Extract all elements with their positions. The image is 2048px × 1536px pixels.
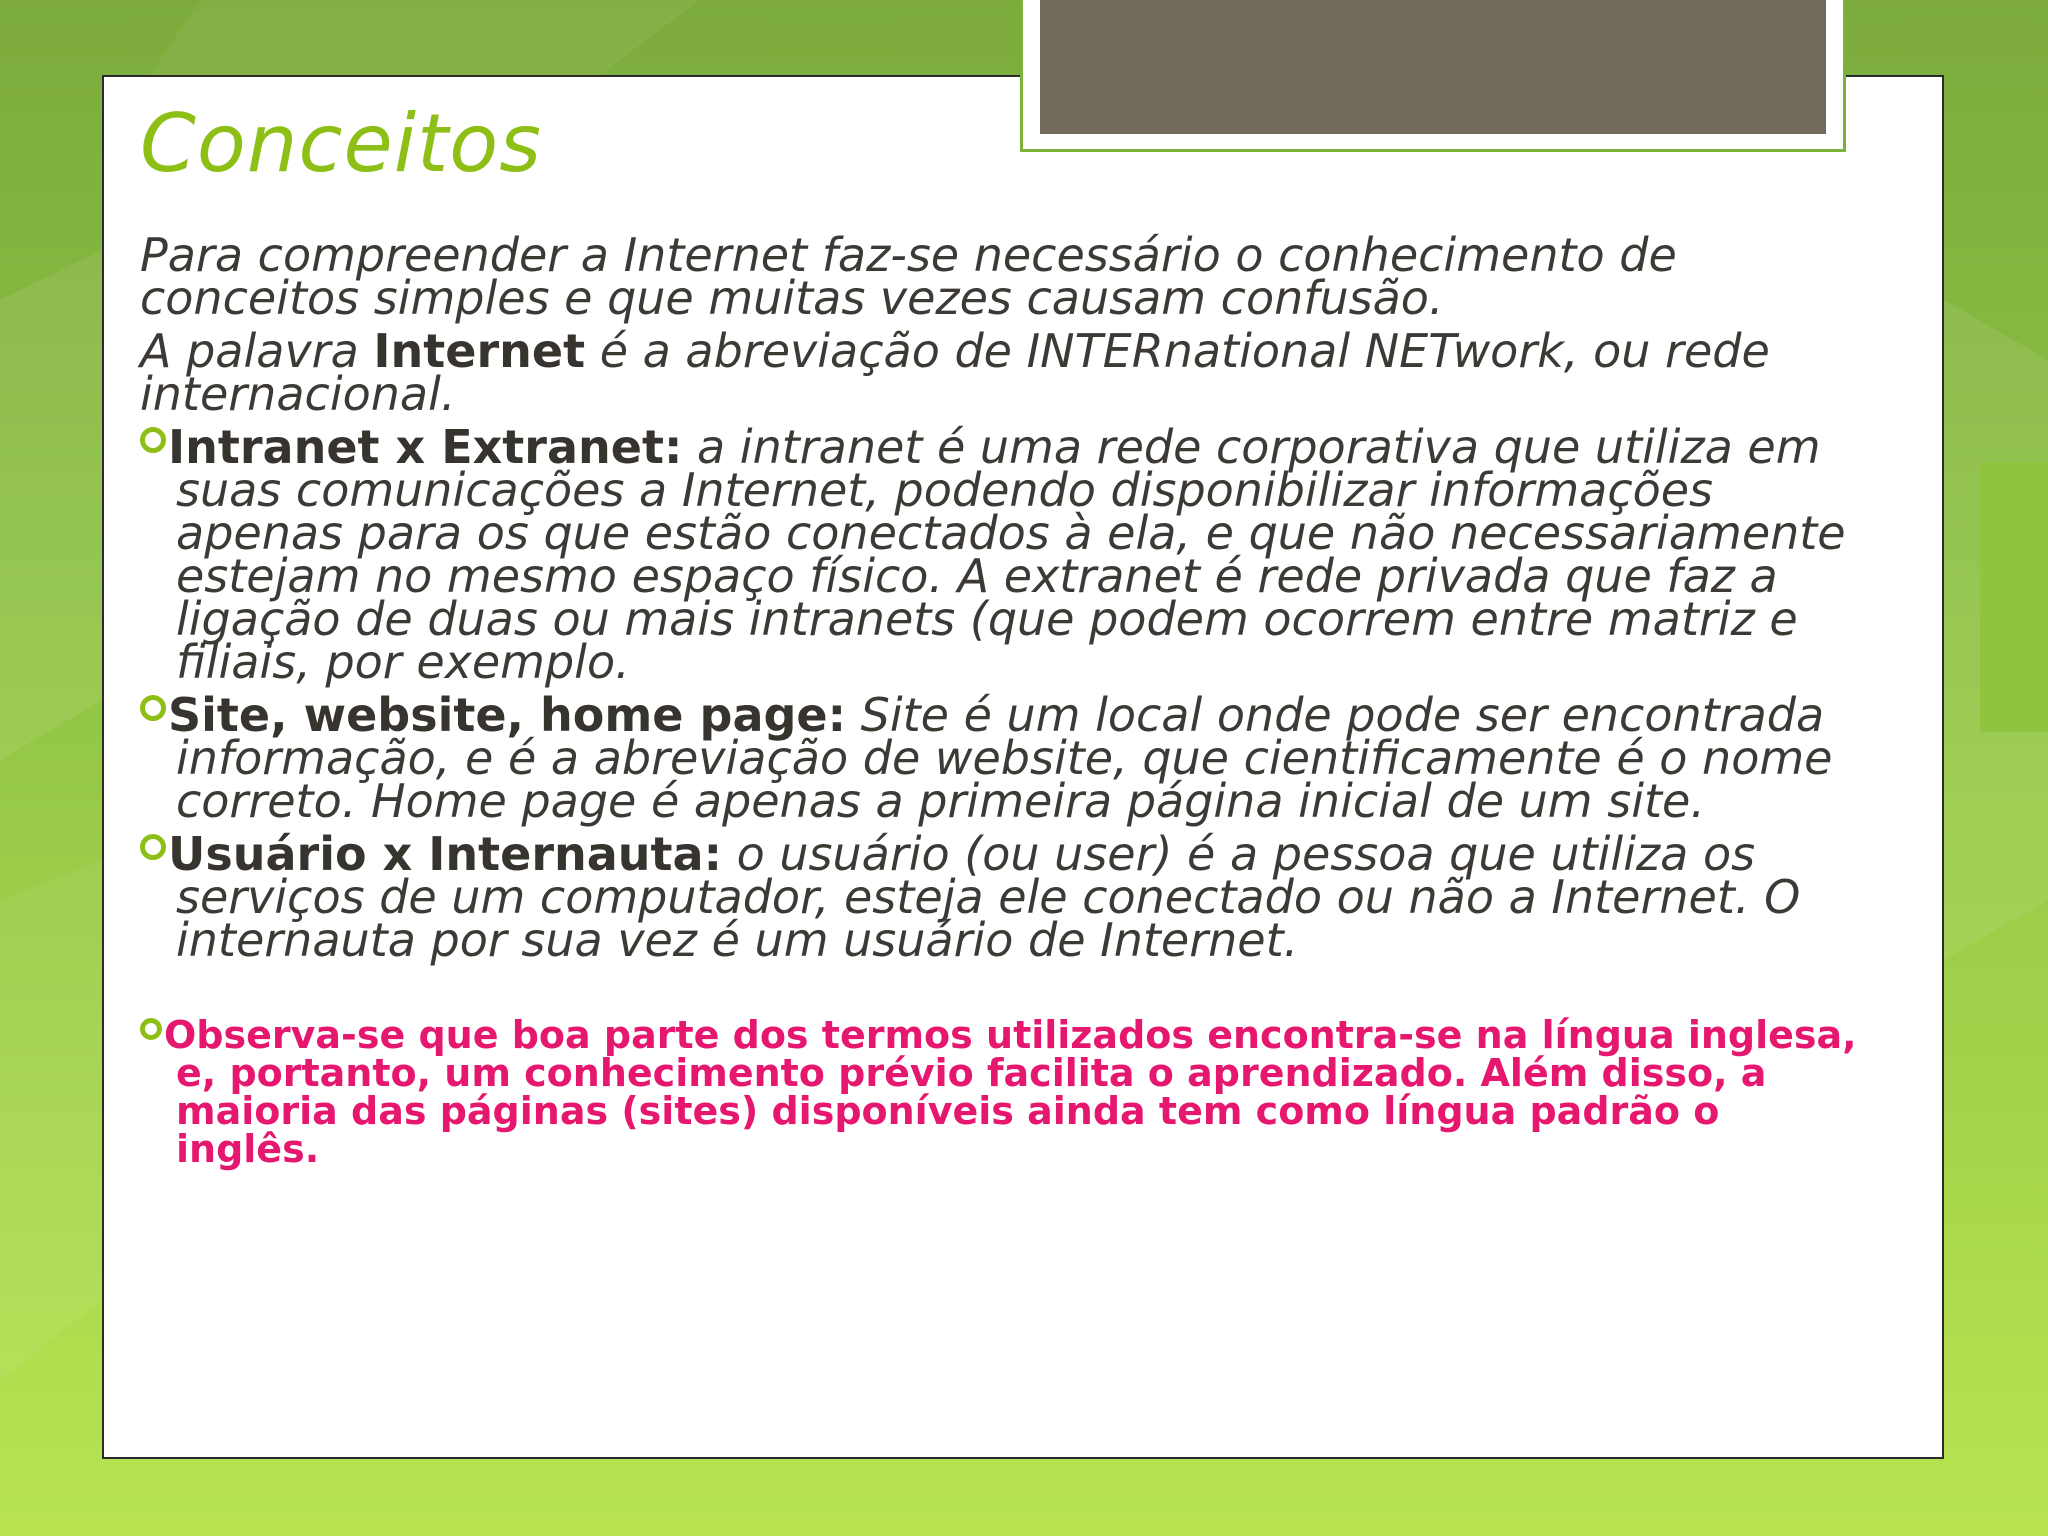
slide-title: Conceitos	[140, 97, 542, 190]
bullet-term: Site, website, home page:	[168, 688, 847, 742]
internet-term: Internet	[373, 324, 586, 378]
highlight-note	[140, 1013, 1860, 1171]
bullet-item-usuario	[140, 827, 1860, 967]
internet-suffix: é a abreviação de INTERnational NETwork, ou rede internacional.	[140, 324, 1770, 421]
bullet-text: o usuário (ou user) é a pessoa que utiliza os serviços de um computador, esteja ele conectado ou não a Internet. O internauta por sua vez é um usuário de Internet.	[176, 827, 1801, 967]
ring-bullet-icon	[140, 695, 166, 721]
internet-prefix: A palavra	[140, 324, 374, 378]
bullet-item-intranet	[140, 420, 1860, 689]
bullet-text: Site é um local onde pode ser encontrada informação, e é a abreviação de website, que cientificamente é o nome correto. Home page é apenas a primeira página inicial de um site.	[176, 688, 1833, 828]
bullet-text: a intranet é uma rede corporativa que utiliza em suas comunicações a Internet, podendo disponibilizar informações apenas para os que estão conectados à ela, e que não necessariamente estejam no mesmo espaço físico. A extranet é rede privada que faz a ligação de duas ou mais intranets (que podem ocorrem entre matriz e filiais, por exemplo.	[176, 420, 1846, 689]
intro-paragraph: Para compreender a Internet faz-se necessário o conhecimento de conceitos simples e que muitas vezes causam confusão.	[140, 228, 1677, 325]
bullet-term: Usuário x Internauta:	[168, 827, 722, 881]
header-image-placeholder	[1040, 0, 1826, 134]
internet-definition	[140, 324, 1860, 421]
ring-bullet-icon	[140, 1018, 162, 1040]
ring-bullet-icon	[140, 427, 166, 453]
bullet-term: Intranet x Extranet:	[168, 420, 683, 474]
note-text: Observa-se que boa parte dos termos utilizados encontra-se na língua inglesa, e, portanto, um conhecimento prévio facilita o aprendizado. Além disso, a maioria das páginas (sites) disponíveis ainda tem como língua padrão o inglês.	[164, 1013, 1857, 1171]
ring-bullet-icon	[140, 834, 166, 860]
slide-body	[140, 228, 1860, 1178]
side-accent-tab	[1980, 462, 2048, 732]
bullet-item-site	[140, 688, 1860, 828]
